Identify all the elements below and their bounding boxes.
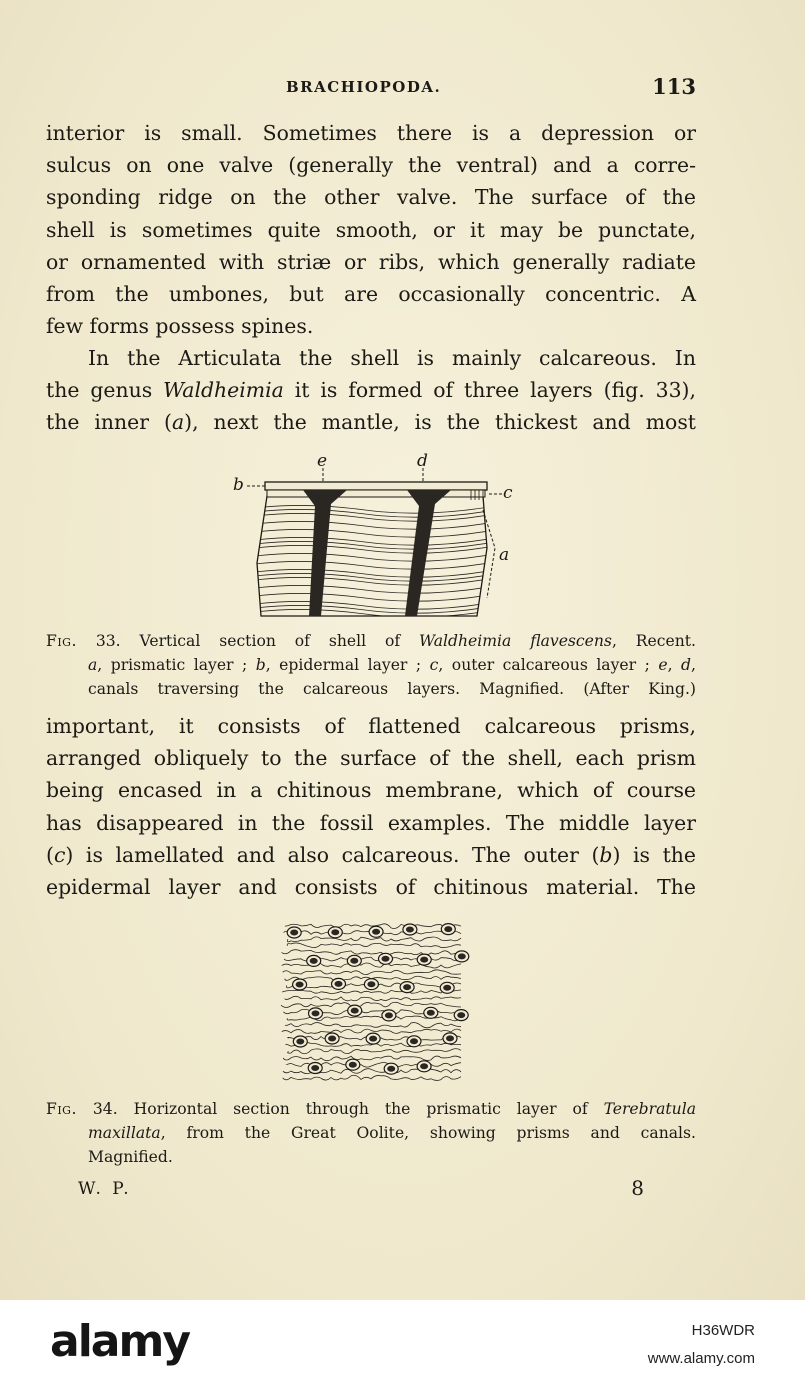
- section-outline: [257, 496, 487, 616]
- fig-number: 34.: [92, 1100, 118, 1118]
- text-line: sponding ridge on the other valve. The surface of the: [46, 185, 696, 210]
- sheet-number: 8: [631, 1176, 644, 1200]
- text-line: epidermal layer and consists of chitinous material. The: [46, 875, 696, 900]
- text-span: it is formed of three layers (fig. 33),: [283, 378, 696, 403]
- layer-letter: c: [53, 842, 66, 867]
- canal-core: [458, 953, 466, 959]
- canal-core: [457, 1012, 465, 1018]
- prism-boundary: [285, 1023, 461, 1028]
- canal-core: [328, 1036, 336, 1042]
- figure-33-illustration: [225, 448, 525, 623]
- label-b: b: [233, 475, 244, 495]
- text-line: [46, 406, 696, 438]
- layer-letter: b: [255, 656, 266, 674]
- canal-core: [312, 1010, 320, 1016]
- species-name: Waldheimia flavescens: [419, 632, 612, 650]
- canal-core: [331, 929, 339, 935]
- prism-boundary: [282, 990, 461, 994]
- text-line: interior is small. Sometimes there is a depression or: [46, 121, 696, 145]
- lamella-line: [255, 521, 495, 529]
- canal-core: [310, 958, 318, 964]
- text-span: , Recent.: [611, 632, 696, 650]
- lamella-line: [255, 529, 495, 537]
- prism-boundary: [282, 950, 461, 955]
- text-line: has disappeared in the fossil examples. The middle layer: [46, 810, 696, 835]
- text-span: (: [46, 842, 54, 867]
- running-head: [46, 74, 696, 102]
- prism-boundary: [287, 943, 461, 948]
- outer-calcareous-layer: [267, 490, 485, 497]
- caption-line: canals traversing the calcareous layers. Magnified. (After King.): [88, 680, 696, 698]
- text-span: , outer calcareous layer ;: [438, 656, 650, 674]
- canal-core: [372, 929, 380, 935]
- canal-core: [311, 1065, 319, 1071]
- layer-letter: d: [681, 656, 692, 674]
- prism-boundary: [283, 970, 461, 975]
- caption-line: [46, 1121, 696, 1145]
- epidermal-layer: [265, 482, 487, 490]
- layer-letter: a: [88, 656, 98, 674]
- running-head-title: BRACHIOPODA.: [286, 78, 442, 96]
- genus-name: Terebratula: [603, 1100, 696, 1118]
- canal-core: [296, 1039, 304, 1045]
- prism-boundary: [288, 1049, 461, 1054]
- figure-33-caption: [46, 629, 696, 701]
- figure-34-caption: [46, 1097, 696, 1169]
- prism-boundary: [283, 1075, 461, 1080]
- canal-core: [403, 984, 411, 990]
- text-span: ), next the mantle, is the thickest and most: [184, 410, 696, 435]
- fig-label: Fig.: [46, 1100, 77, 1118]
- prism-boundary: [283, 1056, 461, 1061]
- figure-34-illustration: [275, 918, 470, 1090]
- text-line: shell is sometimes quite smooth, or it may be punctate,: [46, 217, 696, 242]
- lamella-line: [255, 593, 495, 601]
- canal-core: [349, 1062, 357, 1068]
- text-span: Vertical section of shell of: [139, 632, 401, 650]
- canal-e: [303, 490, 347, 616]
- text-span: ) is lamellated and also calcareous. The outer (: [65, 842, 600, 867]
- text-span: , from the Great Oolite, showing prisms and canals.: [160, 1124, 696, 1142]
- canal-core: [385, 1012, 393, 1018]
- lamella-line: [255, 553, 495, 561]
- label-a: a: [499, 545, 510, 565]
- watermark-logo: alamy: [50, 1316, 189, 1367]
- fig-number: 33.: [95, 632, 121, 650]
- paragraph-2: [46, 342, 696, 439]
- text-span: the genus: [46, 378, 164, 403]
- text-span: ) is the: [612, 842, 696, 867]
- canal-core: [427, 1010, 435, 1016]
- canal-core: [406, 927, 414, 933]
- text-line: [46, 839, 696, 871]
- prism-boundary: [281, 1002, 461, 1007]
- label-e: e: [317, 451, 328, 471]
- page-number: 113: [652, 74, 696, 99]
- text-line: few forms possess spines.: [46, 314, 314, 339]
- caption-line: [46, 629, 696, 653]
- canal-core: [410, 1038, 418, 1044]
- text-span: the inner (: [46, 410, 172, 435]
- canal-core: [420, 957, 428, 963]
- text-line: being encased in a chitinous membrane, which of course: [46, 778, 696, 803]
- canal-core: [367, 981, 375, 987]
- layer-letter: c: [429, 656, 439, 674]
- label-c: c: [503, 483, 513, 503]
- paragraph-3: [46, 710, 696, 903]
- text-line: sulcus on one valve (generally the ventral) and a corre-: [46, 153, 696, 178]
- watermark-url: www.alamy.com: [647, 1350, 755, 1367]
- watermark-image-id: H36WDR: [691, 1322, 755, 1339]
- lamella-line: [255, 585, 495, 593]
- caption-line: Magnified.: [88, 1148, 173, 1166]
- canal-core: [369, 1036, 377, 1042]
- text-span: Horizontal section through the prismatic layer of: [133, 1100, 588, 1118]
- fig-label: Fig.: [46, 632, 77, 650]
- canal-core: [296, 982, 304, 988]
- text-line: In the Articulata the shell is mainly calcareous. In: [88, 346, 696, 370]
- layer-letter: e: [658, 656, 668, 674]
- text-span: ,: [691, 656, 696, 674]
- canal-core: [387, 1066, 395, 1072]
- layer-letter: b: [599, 842, 613, 867]
- caption-line: [46, 1097, 696, 1121]
- canal-core: [420, 1063, 428, 1069]
- layer-letter: a: [171, 410, 185, 435]
- label-d: d: [417, 451, 428, 471]
- text-line: arranged obliquely to the surface of the shell, each prism: [46, 746, 696, 771]
- canal-core: [382, 956, 390, 962]
- text-span: , prismatic layer ;: [97, 656, 248, 674]
- caption-line: [46, 653, 696, 677]
- signature-mark: W. P.: [78, 1179, 132, 1199]
- text-line: [46, 374, 696, 406]
- canal-core: [444, 926, 452, 932]
- paragraph-1: [46, 117, 696, 342]
- canal-core: [443, 985, 451, 991]
- text-span: , epidermal layer ;: [265, 656, 422, 674]
- canal-core: [350, 958, 358, 964]
- text-line: important, it consists of flattened calcareous prisms,: [46, 714, 696, 738]
- canal-core: [290, 930, 298, 936]
- prism-boundary: [285, 996, 461, 1001]
- genus-name: Waldheimia: [163, 378, 284, 403]
- species-name: maxillata: [88, 1124, 161, 1142]
- text-line: or ornamented with striæ or ribs, which generally radiate: [46, 249, 696, 274]
- canal-core: [351, 1008, 359, 1014]
- canal-core: [335, 981, 343, 987]
- text-line: from the umbones, but are occasionally concentric. A: [46, 282, 696, 307]
- lamella-line: [255, 561, 495, 569]
- canal-core: [446, 1035, 454, 1041]
- text-span: ,: [667, 656, 673, 674]
